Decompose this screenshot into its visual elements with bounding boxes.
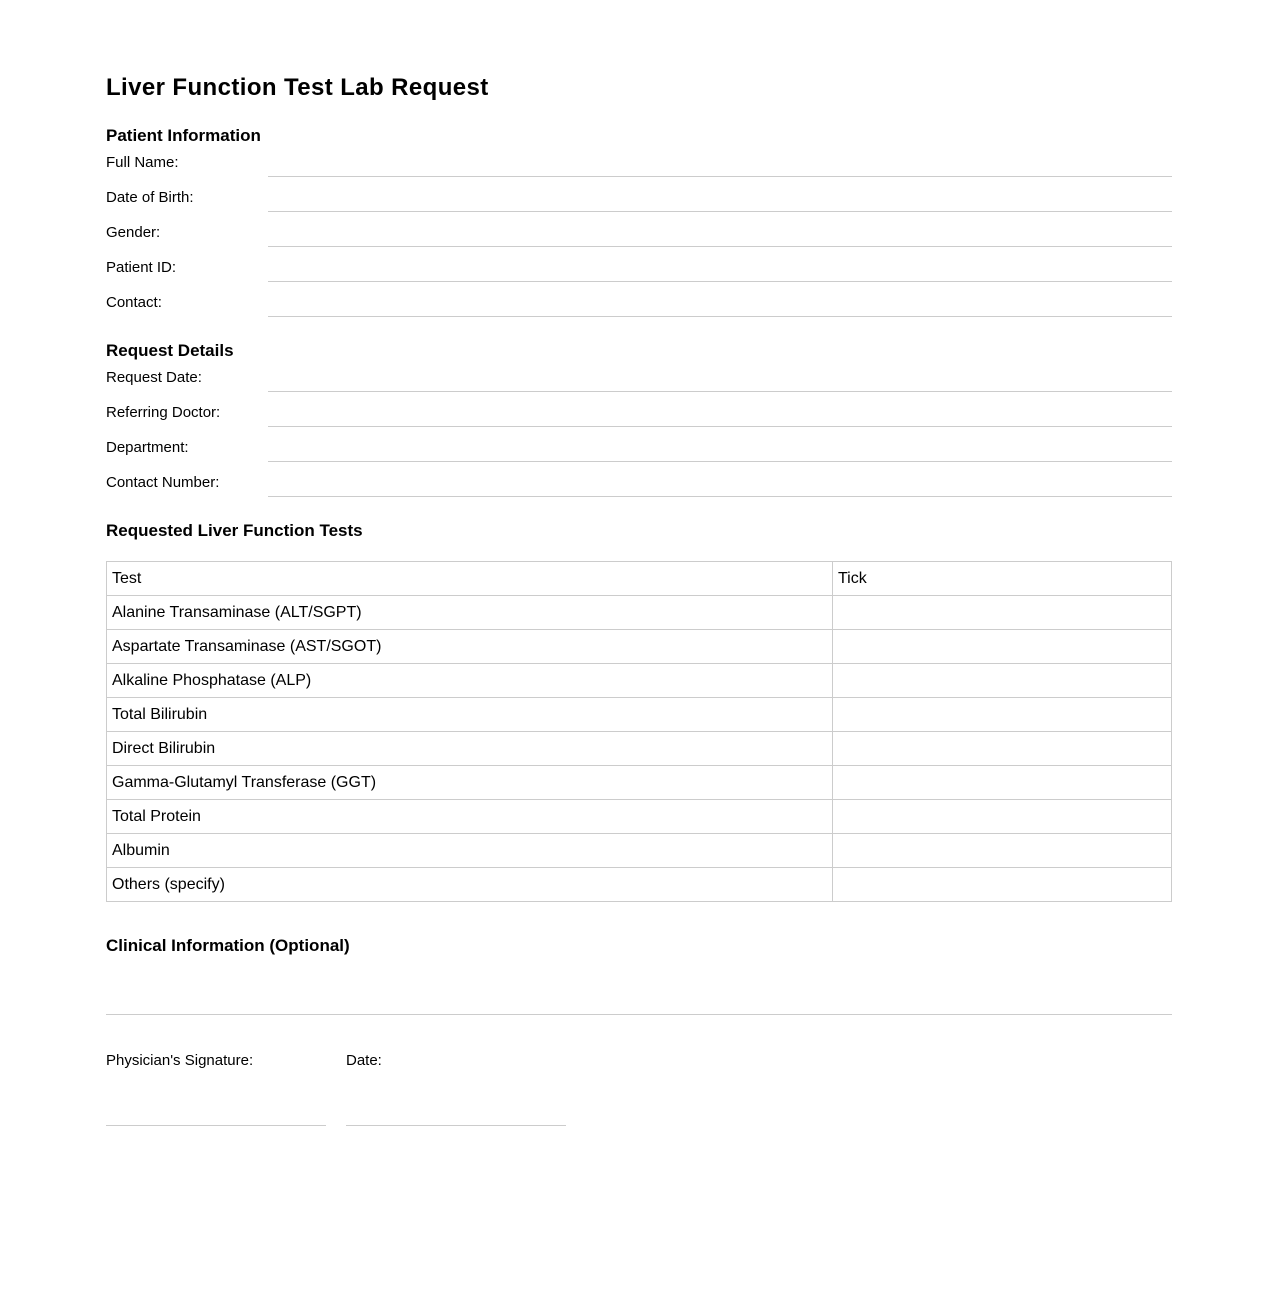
contact-number-input-line[interactable] (268, 496, 1172, 497)
date-of-birth-input-line[interactable] (268, 211, 1172, 212)
tests-table (106, 561, 1172, 902)
request-date-input-line[interactable] (268, 391, 1172, 392)
column-header-tick: Tick (833, 562, 1172, 596)
test-name: Others (specify) (107, 868, 833, 902)
section-heading-request-details: Request Details (106, 341, 234, 360)
field-label: Department: (106, 439, 189, 456)
test-name: Aspartate Transaminase (AST/SGOT) (107, 630, 833, 664)
test-name: Alanine Transaminase (ALT/SGPT) (107, 596, 833, 630)
column-header-test: Test (107, 562, 833, 596)
field-date-of-birth[interactable] (106, 189, 1172, 224)
full-name-input-line[interactable] (268, 176, 1172, 177)
test-name: Direct Bilirubin (107, 732, 833, 766)
field-patient-id[interactable] (106, 259, 1172, 294)
section-heading-patient-information: Patient Information (106, 126, 261, 145)
test-name: Total Bilirubin (107, 698, 833, 732)
field-label: Contact: (106, 294, 162, 311)
test-name: Alkaline Phosphatase (ALP) (107, 664, 833, 698)
field-label: Contact Number: (106, 474, 220, 491)
section-heading-requested-tests: Requested Liver Function Tests (106, 521, 363, 540)
tick-cell[interactable] (833, 834, 1172, 868)
table-row (107, 596, 1172, 630)
field-label: Patient ID: (106, 259, 177, 276)
table-row (107, 868, 1172, 902)
field-label: Referring Doctor: (106, 404, 221, 421)
signature-date-label: Date: (346, 1052, 382, 1069)
test-name: Gamma-Glutamyl Transferase (GGT) (107, 766, 833, 800)
test-name: Albumin (107, 834, 833, 868)
table-row (107, 834, 1172, 868)
table-row (107, 630, 1172, 664)
section-heading-clinical-information: Clinical Information (Optional) (106, 936, 350, 955)
field-gender[interactable] (106, 224, 1172, 259)
page-title: Liver Function Test Lab Request (106, 74, 489, 101)
field-label: Request Date: (106, 369, 202, 386)
tick-cell[interactable] (833, 596, 1172, 630)
gender-input-line[interactable] (268, 246, 1172, 247)
tick-cell[interactable] (833, 664, 1172, 698)
field-contact-number[interactable] (106, 474, 1172, 509)
field-full-name[interactable] (106, 154, 1172, 189)
physician-signature-line[interactable] (106, 1125, 326, 1126)
signature-date-line[interactable] (346, 1125, 566, 1126)
tick-cell[interactable] (833, 800, 1172, 834)
signature-date-block[interactable] (346, 1052, 566, 1070)
table-row (107, 698, 1172, 732)
field-label: Date of Birth: (106, 189, 194, 206)
field-label: Full Name: (106, 154, 179, 171)
tick-cell[interactable] (833, 732, 1172, 766)
table-header-row (107, 562, 1172, 596)
table-row (107, 732, 1172, 766)
field-request-date[interactable] (106, 369, 1172, 404)
table-row (107, 664, 1172, 698)
table-row (107, 800, 1172, 834)
field-label: Gender: (106, 224, 161, 241)
physician-signature-block[interactable] (106, 1052, 326, 1070)
department-input-line[interactable] (268, 461, 1172, 462)
contact-input-line[interactable] (268, 316, 1172, 317)
field-contact[interactable] (106, 294, 1172, 329)
physician-signature-label: Physician's Signature: (106, 1052, 254, 1069)
tick-cell[interactable] (833, 766, 1172, 800)
tick-cell[interactable] (833, 698, 1172, 732)
patient-id-input-line[interactable] (268, 281, 1172, 282)
field-department[interactable] (106, 439, 1172, 474)
field-referring-doctor[interactable] (106, 404, 1172, 439)
test-name: Total Protein (107, 800, 833, 834)
tick-cell[interactable] (833, 868, 1172, 902)
tick-cell[interactable] (833, 630, 1172, 664)
clinical-information-input-line[interactable] (106, 1014, 1172, 1015)
referring-doctor-input-line[interactable] (268, 426, 1172, 427)
table-row (107, 766, 1172, 800)
